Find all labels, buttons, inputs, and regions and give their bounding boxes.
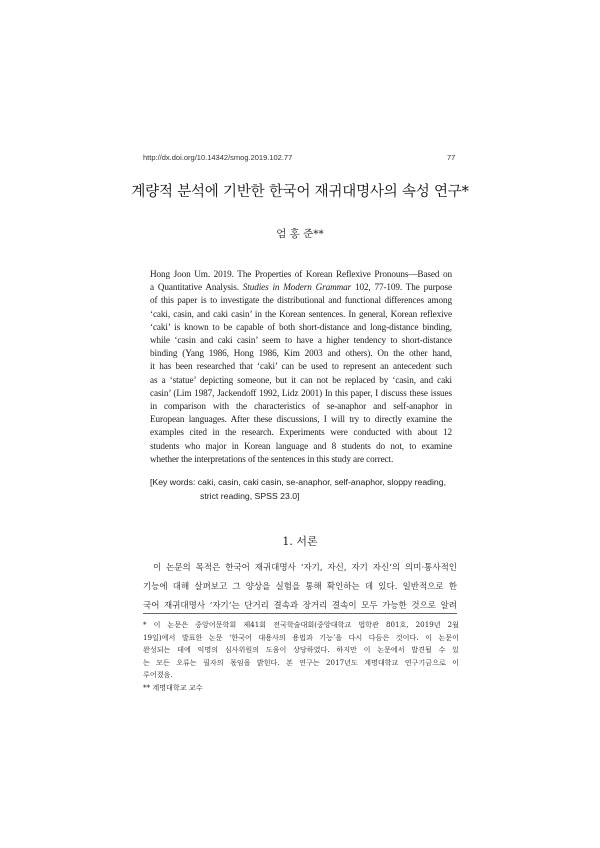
footnotes	[143, 619, 459, 695]
keywords	[150, 476, 460, 503]
body-text	[143, 559, 457, 616]
abstract-line: in comparison with the characteristics of se-anaphor and self-anaphor in	[150, 401, 452, 412]
page-number: 77	[447, 153, 456, 162]
doi-link[interactable]: http://dx.doi.org/10.14342/smog.2019.102.77	[143, 153, 293, 162]
author-name: 엄 홍 준**	[276, 228, 324, 240]
section-heading: 1. 서론	[282, 535, 318, 548]
abstract-line: as a ‘statue’ depicting someone, but it can not be replaced by ‘casin, and caki	[150, 374, 452, 385]
body-line: 기능에 대해 살펴보고 그 양상을 실험을 통해 확인하는 데 있다. 일반적으로 한	[143, 582, 457, 592]
abstract	[150, 268, 452, 466]
abstract-line: European languages. After these discussions, I will try to directly examine the	[150, 414, 452, 425]
abstract-line: ‘caki, casin, and caki casin’ in the Korean sentences. In general, Korean reflexive	[150, 308, 452, 319]
abstract-line: it has been researched that ‘caki’ can be used to represent an antecedent such	[150, 361, 452, 372]
abstract-line: whether the interpretations of the sentences in this study are correct.	[150, 453, 394, 464]
keywords-line: strict reading, SPSS 23.0]	[200, 490, 300, 501]
footnote-affiliation: ** 계명대학교 교수	[143, 682, 203, 692]
abstract-line: casin’ (Lim 1987, Jackendoff 1992, Lidz 2001) In this paper, I discuss these issues	[150, 387, 452, 398]
paper-title: 계량적 분석에 기반한 한국어 재귀대명사의 속성 연구*	[131, 184, 469, 200]
abstract-line: while ‘casin and caki casin’ seem to have a higher tendency to short-distance	[150, 335, 452, 346]
abstract-line: ‘caki’ is known to be capable of both short-distance and long-distance binding,	[150, 321, 452, 332]
footnote-line: 루어졌음.	[143, 670, 173, 680]
abstract-line: examples cited in the research. Experiments were conducted with about 12	[150, 427, 452, 438]
body-line: 국어 재귀대명사 ‘자기’는 단거리 결속과 장거리 결속이 모두 가능한 것으로 알려	[143, 601, 457, 611]
footnote-line: 완성되는 데에 익명의 심사위원의 도움이 상당하였다. 하지만 이 논문에서 발견될 수 있	[143, 645, 459, 655]
journal-name: Studies in Modern Grammar	[242, 282, 352, 293]
abstract-line: students who major in Korean language and 8 students do not, to examine	[150, 440, 452, 451]
body-line: 이 논문의 목적은 한국어 재귀대명사 ‘자기, 자신, 자기 자신’의 의미·통사적인	[153, 563, 457, 573]
footnote-line: 는 모든 오류는 필자의 몫임을 밝힌다. 본 연구는 2017년도 계명대학교 연구기금으로 이	[143, 657, 459, 667]
footnote-divider	[143, 613, 457, 614]
abstract-line: binding (Yang 1986, Hong 1986, Kim 2003 and others). On the other hand,	[150, 348, 452, 359]
abstract-line: Hong Joon Um. 2019. The Properties of Korean Reflexive Pronouns—Based on	[150, 269, 452, 279]
abstract-line: of this paper is to investigate the distributional and functional differences among	[150, 295, 452, 306]
footnote-line: 19일)에서 발표한 논문 ‘한국어 대용사의 용법과 기능’을 다시 다듬은 것이다. 이 논문이	[143, 632, 459, 642]
footnote-line: * 이 논문은 중앙어문학회 제41회 전국학술대회(중앙대학교 법학관 801호, 2019년 2월	[143, 620, 459, 629]
abstract-line: a Quantitative Analysis. Studies in Modern Grammar 102, 77-109. The purpose	[150, 282, 452, 293]
keywords-line: [Key words: caki, casin, caki casin, se-anaphor, self-anaphor, sloppy reading,	[150, 477, 447, 487]
